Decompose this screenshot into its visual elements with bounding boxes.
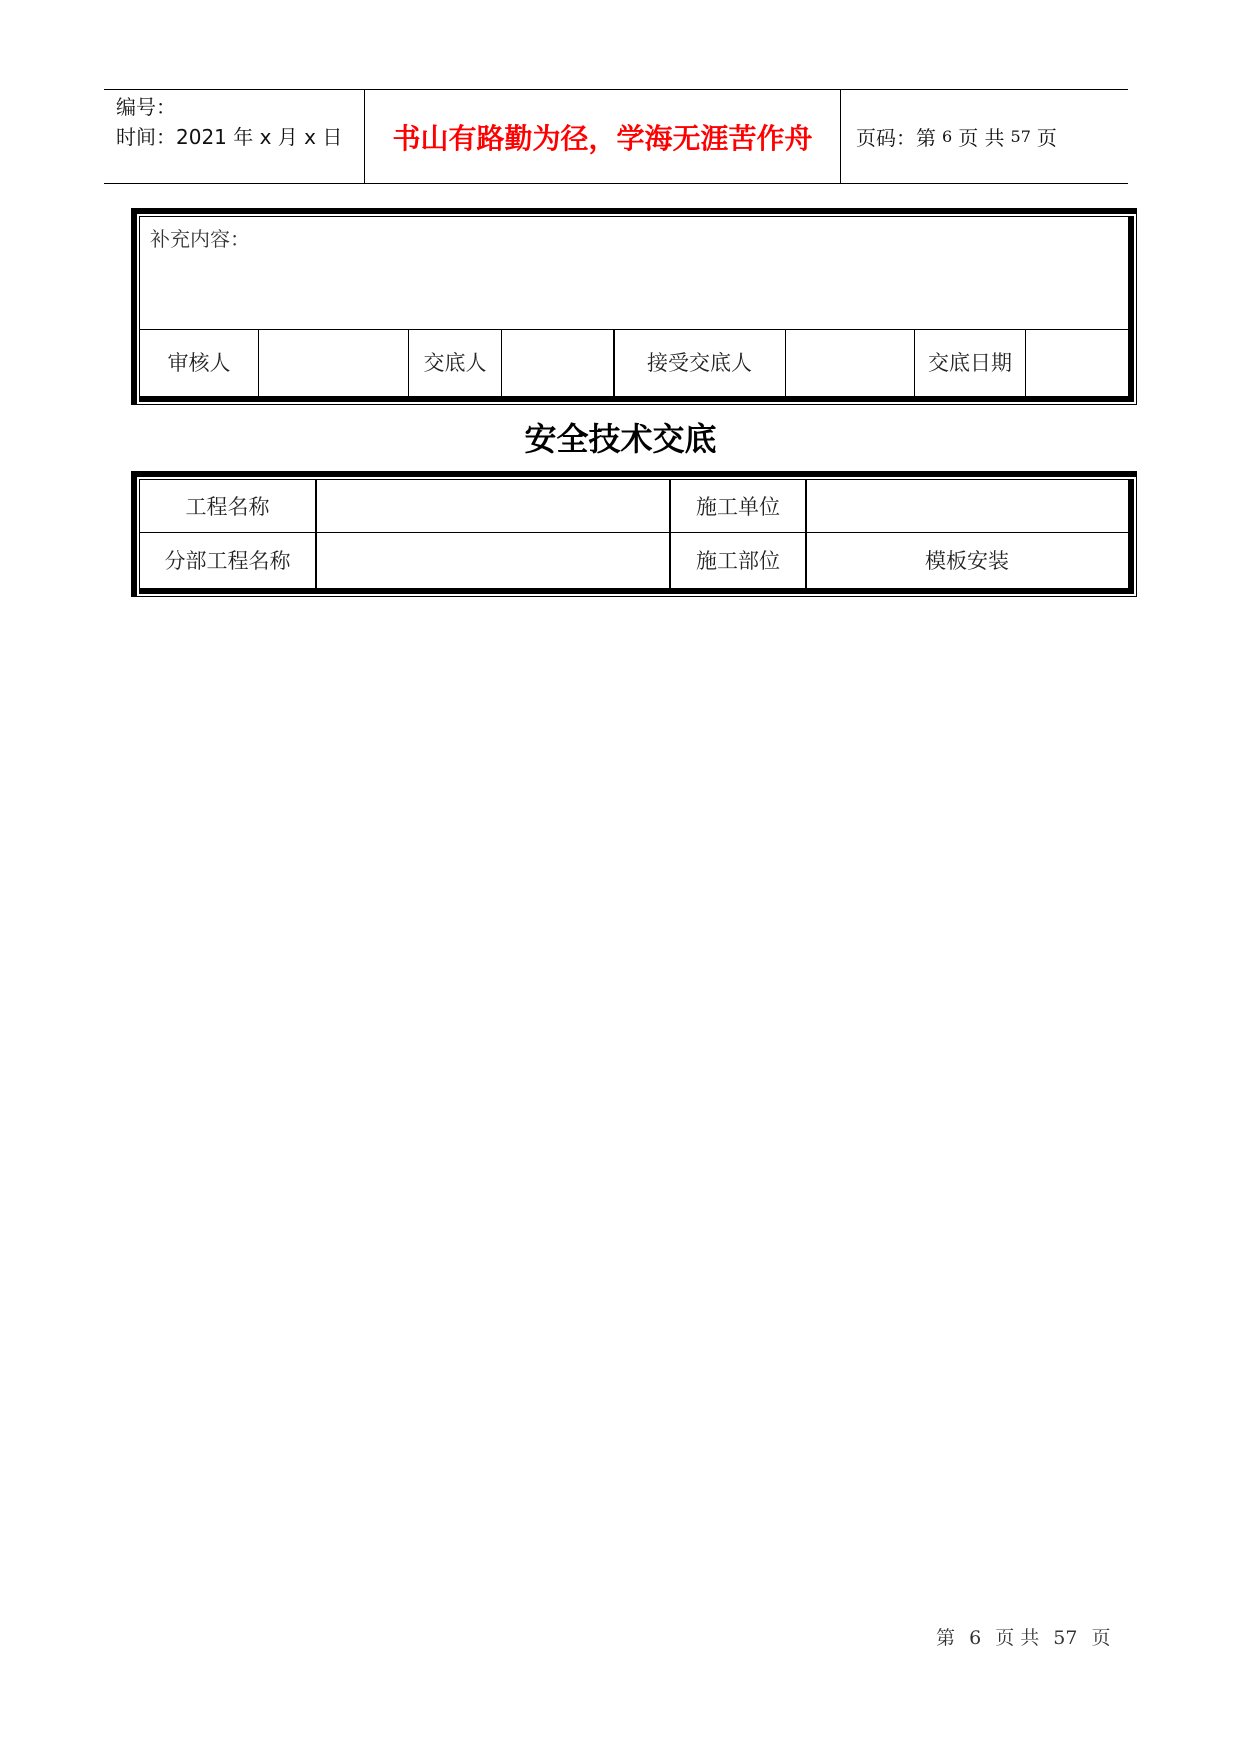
sign-off-table-inner [139,216,1134,402]
serial-number-label: 编号： [116,95,176,119]
construction-unit-value[interactable] [807,480,1127,532]
construction-part-label: 施工部位 [696,549,780,573]
time-label: 时间：2021 年 x 月 x 日 [116,125,343,149]
date-value[interactable] [1026,329,1126,395]
footer-mid: 页 共 [995,1627,1040,1649]
footer-suffix: 页 [1091,1627,1111,1649]
sub-project-label: 分部工程名称 [164,549,291,573]
project-name-value[interactable] [317,480,669,532]
motto: 书山有路勤为径，学海无涯苦作舟 [364,90,841,183]
sign-off-table [131,208,1137,405]
discloser-label: 交底人 [423,351,487,375]
project-info-table [131,471,1137,597]
page-header [104,89,1128,184]
footer-total: 57 [1053,1627,1078,1649]
page-footer [936,1623,1119,1650]
receiver-label: 接受交底人 [647,351,752,375]
project-info-table-inner [139,479,1134,594]
construction-unit-label: 施工单位 [696,495,780,519]
date-label: 交底日期 [928,351,1012,375]
sub-project-value[interactable] [317,533,669,587]
construction-part-value: 模板安装 [925,549,1009,573]
page-indicator [856,90,1057,183]
page-suffix: 页 [1036,126,1057,150]
header-meta [116,92,342,152]
project-name-label: 工程名称 [185,495,270,519]
page-total: 57 [1010,127,1031,146]
supplement-cell: 补充内容： [150,227,250,251]
page-current: 6 [942,127,953,146]
footer-current: 6 [969,1627,982,1649]
section-title: 安全技术交底 [524,420,717,458]
footer-prefix: 第 [936,1627,956,1649]
page-prefix: 页码：第 [856,126,936,150]
reviewer-value[interactable] [259,329,408,395]
discloser-value[interactable] [502,329,613,395]
receiver-value[interactable] [786,329,914,395]
page-mid: 页 共 [958,126,1005,150]
reviewer-label: 审核人 [167,351,231,375]
